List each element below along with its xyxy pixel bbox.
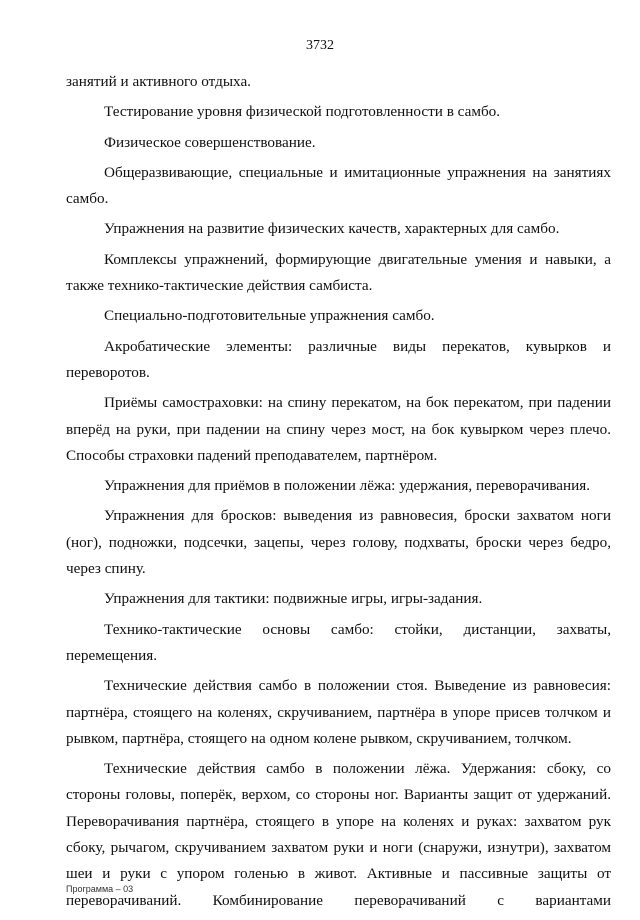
paragraph: Упражнения для тактики: подвижные игры, игры-задания.: [104, 590, 483, 608]
paragraph: Упражнения для бросков: выведения из равновесия, броски захватом ноги (ног), подножки, подсечки, зацепы, через голову, подхваты, броски через бедро, через спину.: [66, 507, 611, 578]
paragraph: Упражнения для приёмов в положении лёжа: удержания, переворачивания.: [104, 477, 591, 495]
paragraph: Общеразвивающие, специальные и имитационные упражнения на занятиях самбо.: [66, 163, 611, 208]
paragraph: Комплексы упражнений, формирующие двигательные умения и навыки, а также технико-тактические действия самбиста.: [66, 250, 611, 295]
paragraph: Тестирование уровня физической подготовленности в самбо.: [104, 103, 501, 121]
paragraph: Технические действия самбо в положении лёжа. Удержания: сбоку, со стороны головы, поперёк, верхом, со стороны ног. Варианты защит от удержаний. Переворачивания партнёра, стоящего в упоре на коленях и руках: захватом рук сбоку, рычагом, скручиванием захватом руки и ноги (снаружи, изнутри), захватом шеи и руки с упором голенью в живот. Активные и пассивные защиты от переворачиваний. Комбинирование переворачиваний с вариантами: [66, 760, 611, 909]
footer-label: Программа – 03: [66, 884, 134, 894]
paragraph: Технические действия самбо в положении стоя. Выведение из равновесия: партнёра, стоящего на коленях, скручиванием, партнёра в упоре присев толчком и рывком, партнёра, стоящего на одном колене рывком, скручиванием, толчком.: [66, 677, 611, 747]
paragraph: Специально-подготовительные упражнения самбо.: [104, 307, 435, 325]
paragraph: Технико-тактические основы самбо: стойки, дистанции, захваты, перемещения.: [66, 620, 611, 664]
page-number: 3732: [306, 38, 334, 53]
body-text: [66, 69, 611, 914]
paragraph: Акробатические элементы: различные виды перекатов, кувырков и переворотов.: [66, 337, 611, 381]
paragraph: Физическое совершенствование.: [104, 133, 316, 151]
paragraph: Приёмы самостраховки: на спину перекатом, на бок перекатом, при падении вперёд на руки, при падении на спину через мост, на бок кувырком через плечо. Способы страховки падений преподавателем, партнёром.: [66, 394, 611, 464]
paragraph: Упражнения на развитие физических качеств, характерных для самбо.: [104, 220, 560, 238]
paragraph: занятий и активного отдыха.: [66, 73, 251, 90]
